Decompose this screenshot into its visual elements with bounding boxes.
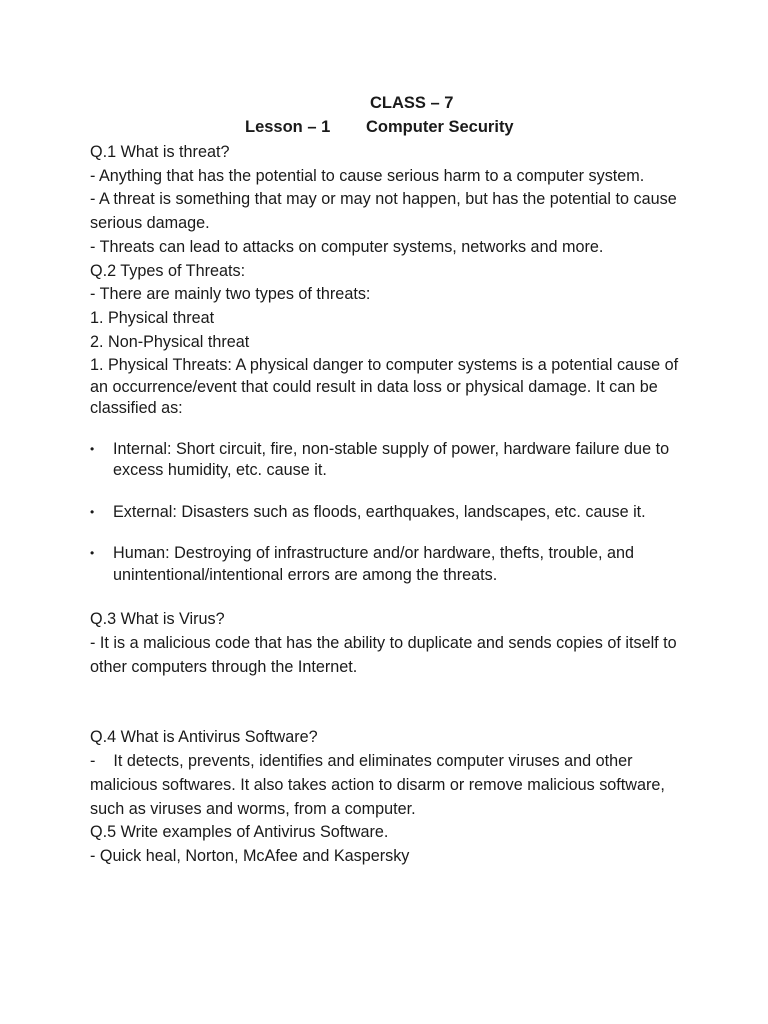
q2-list-item-2: 2. Non-Physical threat <box>90 332 250 351</box>
document-body <box>90 141 690 869</box>
bullet-text: Internal: Short circuit, fire, non-stable supply of power, hardware failure due to excess humidity, etc. cause it. <box>113 439 670 480</box>
threat-classification-list <box>90 439 690 587</box>
bullet-text: Human: Destroying of infrastructure and/or hardware, thefts, trouble, and unintentional/intentional errors are among the threats. <box>113 544 634 584</box>
q1-answer-line-3: - Threats can lead to attacks on computer systems, networks and more. <box>90 237 604 256</box>
q5-heading: Q.5 Write examples of Antivirus Software. <box>90 823 389 842</box>
physical-threats-paragraph: 1. Physical Threats: A physical danger to computer systems is a potential cause of an occurrence/event that could result in data loss or physical damage. It can be classified as: <box>90 356 679 418</box>
q4-heading: Q.4 What is Antivirus Software? <box>90 728 318 747</box>
bullet-text: External: Disasters such as floods, earthquakes, landscapes, etc. cause it. <box>113 502 646 521</box>
q2-list-item-1: 1. Physical threat <box>90 308 215 327</box>
q1-heading: Q.1 What is threat? <box>90 143 230 161</box>
list-item <box>90 439 690 482</box>
q1-answer-line-2: - A threat is something that may or may not happen, but has the potential to cause serious damage. <box>90 190 677 233</box>
q1-answer-line-1: - Anything that has the potential to cause serious harm to a computer system. <box>90 166 645 185</box>
q3-answer: - It is a malicious code that has the ability to duplicate and sends copies of itself to other computers through the Internet. <box>90 634 677 676</box>
list-item <box>90 502 690 524</box>
bullet-icon: • <box>90 546 95 561</box>
lesson-topic: Computer Security <box>366 118 514 136</box>
q2-heading: Q.2 Types of Threats: <box>90 261 246 280</box>
bullet-icon: • <box>90 504 95 519</box>
class-title: CLASS – 7 <box>370 94 454 112</box>
q4-answer: - It detects, prevents, identifies and eliminates computer viruses and other malicious softwares. It also takes action to disarm or remove malicious software, such as viruses and worms, from a computer. <box>90 752 670 818</box>
q3-heading: Q.3 What is Virus? <box>90 610 225 629</box>
q5-answer: - Quick heal, Norton, McAfee and Kaspersky <box>90 846 410 865</box>
list-item <box>90 543 690 586</box>
q2-intro: - There are mainly two types of threats: <box>90 285 371 304</box>
lesson-label: Lesson – 1 <box>245 118 331 136</box>
bullet-icon: • <box>90 441 95 456</box>
